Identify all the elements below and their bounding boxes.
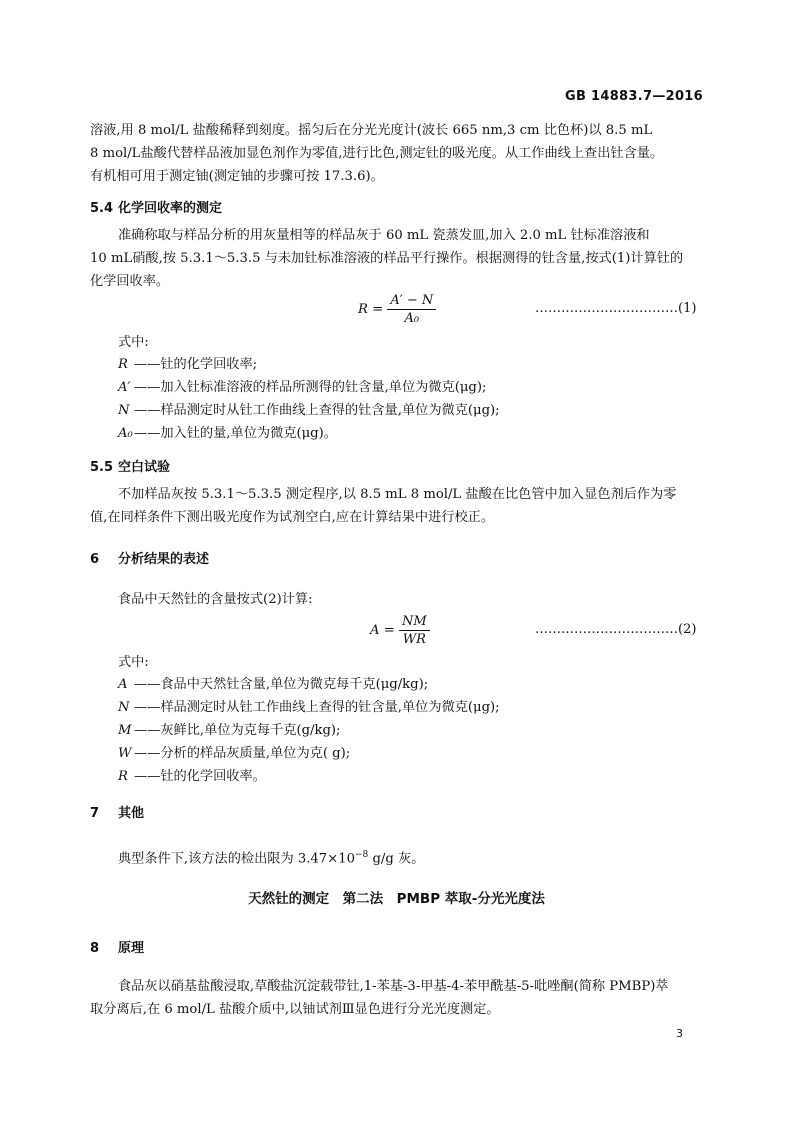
formula-fraction bbox=[399, 614, 430, 647]
formula-denominator: WR bbox=[402, 632, 426, 647]
page-number: 3 bbox=[676, 1027, 683, 1040]
var-symbol: R bbox=[118, 357, 128, 372]
formula-2 bbox=[370, 614, 430, 647]
var-symbol: W bbox=[118, 746, 132, 761]
var-A bbox=[118, 676, 428, 694]
var-description: ——食品中天然钍含量,单位为微克每千克(μg/kg); bbox=[134, 677, 429, 692]
var-symbol: A bbox=[118, 677, 128, 692]
var-description: ——分析的样品灰质量,单位为克( g); bbox=[134, 746, 351, 761]
formula-lhs: R = bbox=[358, 302, 384, 317]
var-N bbox=[118, 402, 500, 420]
var-symbol: M bbox=[118, 723, 132, 738]
section-number: 6 bbox=[90, 552, 100, 567]
section-title: 化学回收率的测定 bbox=[118, 201, 223, 216]
var-W bbox=[118, 745, 350, 763]
section-8-heading bbox=[90, 937, 144, 956]
where-label: 式中: bbox=[118, 335, 149, 350]
method-title: 天然钍的测定 第二法 PMBP 萃取-分光光度法 bbox=[248, 891, 545, 907]
s8-line-2: 取分离后,在 6 mol/L 盐酸介质中,以铀试剂Ⅲ显色进行分光光度测定。 bbox=[90, 1002, 500, 1017]
var-description: ——灰鲜比,单位为克每千克(g/kg); bbox=[134, 723, 341, 738]
section-number: 5.5 bbox=[90, 460, 114, 475]
detection-limit-exponent: −8 bbox=[355, 850, 369, 860]
var-description: ——钍的化学回收率。 bbox=[134, 769, 266, 784]
var-description: ——加入钍标准溶液的样品所测得的钍含量,单位为微克(μg); bbox=[134, 380, 487, 395]
section-number: 7 bbox=[90, 806, 100, 821]
s6-line: 食品中天然钍的含量按式(2)计算: bbox=[118, 592, 313, 607]
var-R bbox=[118, 768, 266, 786]
s55-line-2: 值,在同样条件下测出吸光度作为试剂空白,应在计算结果中进行校正。 bbox=[90, 510, 495, 525]
section-5-4-heading bbox=[90, 197, 222, 216]
s54-line-1: 准确称取与样品分析的用灰量相等的样品灰于 60 mL 瓷蒸发皿,加入 2.0 mL 钍标准溶液和 bbox=[118, 228, 650, 243]
section-title: 原理 bbox=[118, 941, 145, 956]
intro-line-1: 溶液,用 8 mol/L 盐酸稀释到刻度。摇匀后在分光光度计(波长 665 nm,3 cm 比色杯)以 8.5 mL bbox=[90, 123, 653, 138]
section-6-heading bbox=[90, 548, 209, 567]
var-description: ——样品测定时从钍工作曲线上查得的钍含量,单位为微克(μg); bbox=[134, 403, 500, 418]
formula-denominator: A₀ bbox=[404, 311, 420, 326]
standard-code-header: GB 14883.7—2016 bbox=[565, 89, 703, 104]
s54-line-3: 化学回收率。 bbox=[90, 274, 170, 289]
detection-limit-prefix: 典型条件下,该方法的检出限为 3.47×10 bbox=[118, 851, 356, 867]
formula-1-number: ……………………………(1) bbox=[535, 301, 697, 316]
section-number: 5.4 bbox=[90, 201, 114, 216]
var-description: ——样品测定时从钍工作曲线上查得的钍含量,单位为微克(μg); bbox=[134, 700, 500, 715]
s54-line-2: 10 mL硝酸,按 5.3.1～5.3.5 与未加钍标准溶液的样品平行操作。根据测得的钍含量,按式(1)计算钍的 bbox=[90, 251, 684, 266]
s8-line-1: 食品灰以硝基盐酸浸取,草酸盐沉淀载带钍,1-苯基-3-甲基-4-苯甲酰基-5-吡唑酮(简称 PMBP)萃 bbox=[118, 979, 669, 994]
var-description: ——钍的化学回收率; bbox=[134, 357, 258, 372]
section-number: 8 bbox=[90, 941, 100, 956]
intro-line-3: 有机相可用于测定铀(测定铀的步骤可按 17.3.6)。 bbox=[90, 169, 384, 184]
var-symbol: R bbox=[118, 769, 128, 784]
section-7-heading bbox=[90, 802, 144, 821]
section-title: 其他 bbox=[118, 806, 145, 821]
section-title: 分析结果的表述 bbox=[118, 552, 210, 567]
detection-limit-suffix: g/g 灰。 bbox=[368, 851, 425, 867]
formula-1 bbox=[358, 293, 436, 326]
section-title: 空白试验 bbox=[118, 460, 171, 475]
var-symbol: N bbox=[118, 403, 130, 418]
section-5-5-heading bbox=[90, 456, 170, 475]
intro-line-2: 8 mol/L盐酸代替样品液加显色剂作为零值,进行比色,测定钍的吸光度。从工作曲线上查出钍含量。 bbox=[90, 146, 664, 161]
var-description: ——加入钍的量,单位为微克(μg)。 bbox=[134, 426, 337, 441]
formula-2-number: ……………………………(2) bbox=[535, 622, 697, 637]
var-M bbox=[118, 722, 341, 740]
var-A0 bbox=[118, 425, 337, 443]
var-R bbox=[118, 356, 257, 374]
var-symbol: A′ bbox=[118, 380, 131, 395]
var-symbol: N bbox=[118, 700, 130, 715]
var-A-prime bbox=[118, 379, 486, 397]
formula-numerator: A′ − N bbox=[387, 293, 436, 310]
formula-numerator: NM bbox=[399, 614, 430, 631]
detection-limit-line bbox=[118, 846, 424, 868]
var-N bbox=[118, 699, 500, 717]
formula-lhs: A = bbox=[370, 623, 395, 638]
formula-fraction bbox=[387, 293, 436, 326]
var-symbol: A₀ bbox=[118, 426, 133, 441]
s55-line-1: 不加样品灰按 5.3.1～5.3.5 测定程序,以 8.5 mL 8 mol/L 盐酸在比色管中加入显色剂后作为零 bbox=[118, 487, 677, 502]
where-label: 式中: bbox=[118, 655, 149, 670]
